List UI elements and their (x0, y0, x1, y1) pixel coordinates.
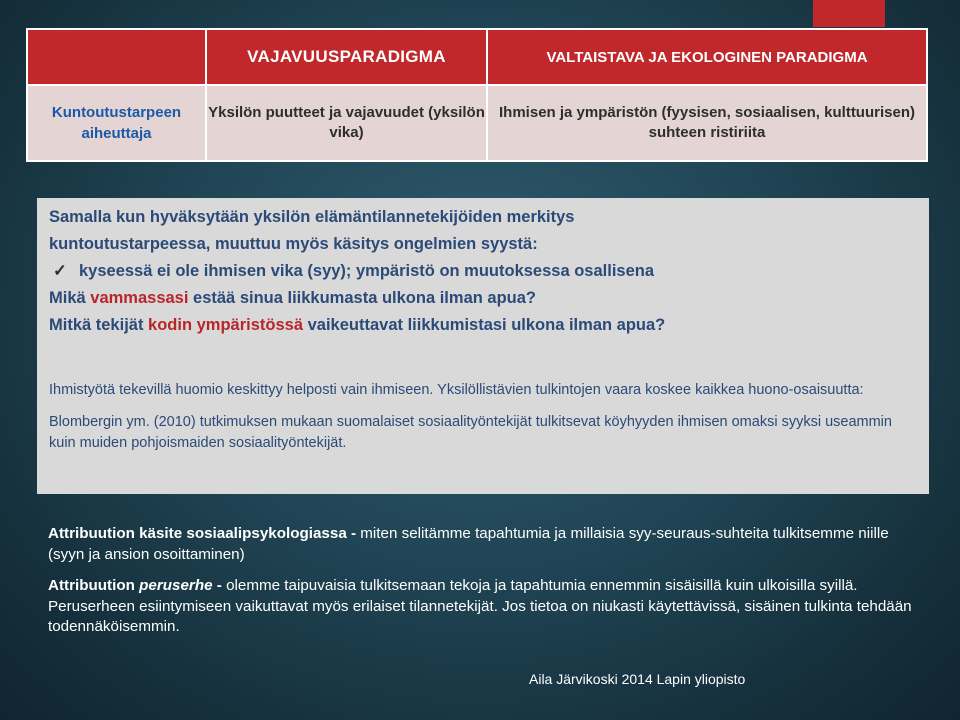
peruserhe-term-part-a: Attribuution (48, 577, 140, 594)
question-2-part-a: Mitkä tekijät (49, 316, 149, 334)
intro-line-2: kuntoutustarpeessa, muuttuu myös käsitys ongelmien syystä: (49, 235, 538, 253)
header-valtaistava: VALTAISTAVA JA EKOLOGINEN PARADIGMA (487, 29, 927, 85)
table-row (27, 85, 927, 161)
paradigm-table (26, 28, 928, 162)
row-label-kuntoutustarpeen: Kuntoutustarpeen aiheuttaja (27, 85, 206, 161)
peruserhe-definition: olemme taipuvaisia tulkitsemaan tekoja ja tapahtumia ennemmin sisäisillä kuin ulkoisilla syillä. Peruserheen esiintymiseen vaikuttavat myös erilaiset tilannetekijät. Jos tietoa on niukasti käytettävissä, sisäinen tulkinta tehdään todennäköisemmin. (48, 577, 912, 635)
attribution-text (48, 524, 928, 638)
footer-credit: Aila Järvikoski 2014 Lapin yliopisto (529, 671, 746, 687)
question-1 (49, 285, 917, 312)
peruserhe-term (48, 577, 222, 594)
question-2-highlight: kodin ympäristössä (148, 316, 304, 334)
peruserhe-term-part-b: - (212, 577, 222, 594)
question-2-part-c: vaikeuttavat liikkumistasi ulkona ilman apua? (303, 316, 666, 334)
check-item-text: kyseessä ei ole ihmisen vika (syy); ympäristö on muutoksessa osallisena (79, 262, 655, 280)
header-vajavuus: VAJAVUUSPARADIGMA (206, 29, 487, 85)
peruserhe-term-italic: peruserhe (139, 577, 213, 594)
checkmark-icon: ✓ (53, 262, 67, 280)
question-1-part-a: Mikä (49, 289, 91, 307)
attribution-definition: miten selitämme tapahtumia ja millaisia syy-seuraus-suhteita tulkitsemme niille (syyn ja ansion osoittaminen) (48, 525, 889, 563)
question-2 (49, 312, 917, 339)
intro-line-1: Samalla kun hyväksytään yksilön elämäntilannetekijöiden merkitys (49, 208, 575, 226)
attribution-paragraph-2 (48, 576, 928, 638)
note-paragraph-2: Blombergin ym. (2010) tutkimuksen mukaan suomalaiset sosiaalityöntekijät tulkitsevat köyhyyden ihmisen omaksi syyksi useammin kuin muiden pohjoismaiden sosiaalityöntekijät. (49, 414, 892, 451)
note-paragraph-1: Ihmistyötä tekevillä huomio keskittyy helposti vain ihmiseen. Yksilöllistävien tulkintojen vaara koskee kaikkea huono-osaisuutta: (49, 382, 864, 398)
decorative-accent-bar (813, 0, 885, 27)
question-1-part-c: estää sinua liikkumasta ulkona ilman apua? (188, 289, 536, 307)
row-cell-vajavuus: Yksilön puutteet ja vajavuudet (yksilön vika) (206, 85, 487, 161)
check-item (49, 258, 917, 285)
explanation-box (37, 198, 929, 494)
attribution-term: Attribuution käsite sosiaalipsykologiassa - (48, 525, 357, 542)
row-cell-valtaistava: Ihmisen ja ympäristön (fyysisen, sosiaalisen, kulttuurisen) suhteen ristiriita (487, 85, 927, 161)
attribution-paragraph-1 (48, 524, 928, 565)
table-header-row (27, 29, 927, 85)
header-empty-cell (27, 29, 206, 85)
spacer (49, 339, 917, 371)
question-1-highlight: vammassasi (90, 289, 189, 307)
